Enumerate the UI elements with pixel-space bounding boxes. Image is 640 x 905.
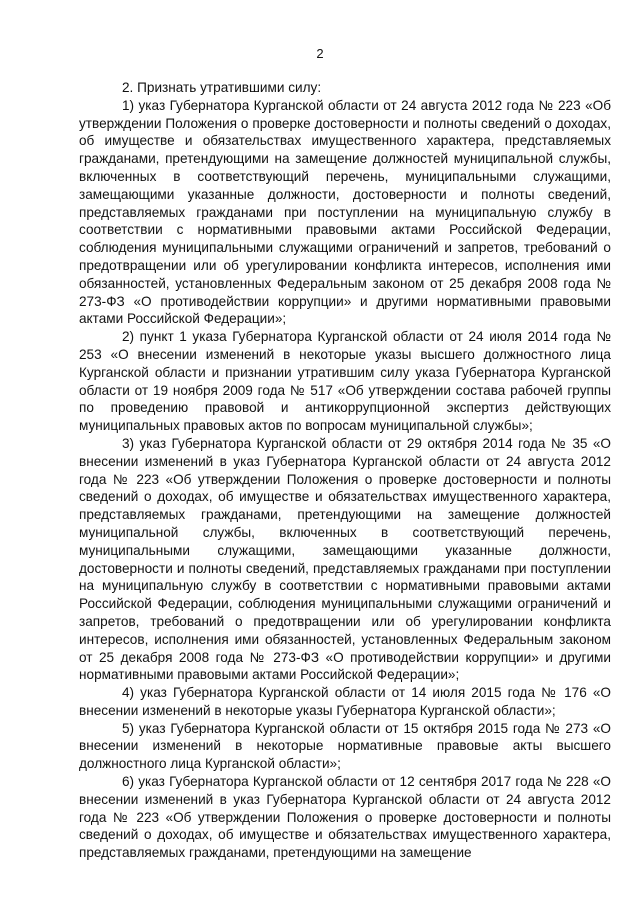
document-body	[79, 79, 611, 862]
paragraph-item-3: 3) указ Губернатора Курганской области от 29 октября 2014 года № 35 «О внесении изменений в указ Губернатора Курганской области от 24 августа 2012 года № 223 «Об утверждении Положения о проверке достоверности и полноты сведений о доходах, об имуществе и обязательствах имущественного характера, представляемых гражданами, претендующими на замещение должностей муниципальной службы, включенных в соответствующий перечень, муниципальными служащими, замещающими указанные должности, достоверности и полноты сведений, представляемых гражданами при поступлении на муниципальную службу в соответствии с нормативными правовыми актами Российской Федерации, соблюдения муниципальными служащими ограничений и запретов, требований о предотвращении или об урегулировании конфликта интересов, исполнения ими обязанностей, установленных Федеральным законом от 25 декабря 2008 года № 273-ФЗ «О противодействии коррупции» и другими нормативными правовыми актами Российской Федерации»;	[79, 435, 611, 683]
page-number: 2	[316, 46, 324, 61]
paragraph-item-4: 4) указ Губернатора Курганской области от 14 июля 2015 года № 176 «О внесении изменений в некоторые указы Губернатора Курганской области»;	[79, 685, 611, 718]
paragraph-item-1: 1) указ Губернатора Курганской области от 24 августа 2012 года № 223 «Об утверждении Положения о проверке достоверности и полноты сведений о доходах, об имуществе и обязательствах имущественного характера, представляемых гражданами, претендующими на замещение должностей муниципальной службы, включенных в соответствующий перечень, муниципальными служащими, замещающими указанные должности, достоверности и полноты сведений, представляемых гражданами при поступлении на муниципальную службу в соответствии с нормативными правовыми актами Российской Федерации, соблюдения муниципальными служащими ограничений и запретов, требований о предотвращении или об урегулировании конфликта интересов, исполнения ими обязанностей, установленных Федеральным законом от 25 декабря 2008 года № 273-ФЗ «О противодействии коррупции» и другими нормативными правовыми актами Российской Федерации»;	[79, 97, 611, 327]
paragraph-item-5: 5) указ Губернатора Курганской области от 15 октября 2015 года № 273 «О внесении изменений в некоторые нормативные правовые акты высшего должностного лица Курганской области»;	[79, 720, 611, 772]
paragraph-item-2: 2) пункт 1 указа Губернатора Курганской области от 24 июля 2014 года № 253 «О внесении изменений в некоторые указы высшего должностного лица Курганской области и признании утратившим силу указа Губернатора Курганской области от 19 ноября 2009 года № 517 «Об утверждении состава рабочей группы по проведению правовой и антикоррупционной экспертиз действующих муниципальных правовых актов по вопросам муниципальной службы»;	[79, 329, 611, 434]
paragraph-heading: 2. Признать утратившими силу:	[122, 80, 322, 95]
paragraph-item-6: 6) указ Губернатора Курганской области от 12 сентября 2017 года № 228 «О внесении изменений в указ Губернатора Курганской области от 24 августа 2012 года № 223 «Об утверждении Положения о проверке достоверности и полноты сведений о доходах, об имуществе и обязательствах имущественного характера, представляемых гражданами, претендующими на замещение	[79, 774, 611, 861]
